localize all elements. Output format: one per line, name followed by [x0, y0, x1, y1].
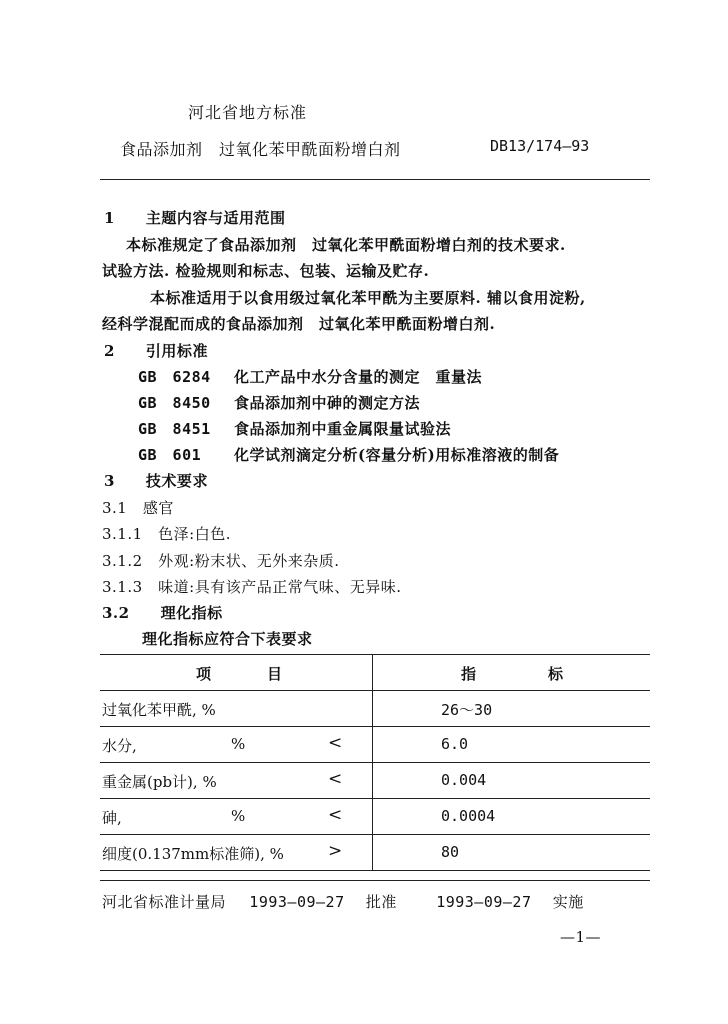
- footer-effective-date: 1993—09—27: [436, 893, 532, 911]
- ref-3: [138, 418, 451, 439]
- row-operator: <: [328, 805, 343, 825]
- footer-approve-label: 批准: [365, 893, 397, 911]
- row-name: 过氧化苯甲酰, %: [102, 701, 216, 719]
- table-row: [100, 727, 650, 763]
- row-name: 砷,: [102, 809, 122, 827]
- ref-1: [138, 366, 482, 387]
- row-name: 水分,: [102, 737, 137, 755]
- section-1-para1-line2: 试验方法. 检验规则和标志、包装、运输及贮存.: [102, 262, 430, 280]
- ref-code: GB 8450: [138, 394, 211, 412]
- ref-code: GB 6284: [138, 368, 211, 386]
- table-row: [100, 835, 650, 871]
- spec-table: [100, 654, 650, 871]
- doc-title: 食品添加剂 过氧化苯甲酰面粉增白剂: [120, 140, 401, 159]
- header-value: 指标: [461, 665, 636, 683]
- section-3-1-1: 3.1.1 色泽:白色.: [102, 525, 231, 543]
- footer-issuer: 河北省标准计量局: [102, 893, 227, 911]
- table-row: [100, 691, 650, 727]
- section-1-para1-line1: 本标准规定了食品添加剂 过氧化苯甲酰面粉增白剂的技术要求.: [126, 236, 566, 254]
- ref-title: 化工产品中水分含量的测定 重量法: [234, 368, 483, 386]
- footer-divider: [100, 880, 650, 881]
- footer-approve-date: 1993—09—27: [249, 893, 345, 911]
- footer-line: [102, 891, 584, 912]
- table-row: [100, 763, 650, 799]
- ref-title: 食品添加剂中重金属限量试验法: [234, 420, 452, 438]
- header-item: 项目: [196, 665, 339, 683]
- row-operator: <: [328, 733, 343, 753]
- publisher-line: 河北省地方标准: [188, 103, 308, 122]
- section-1-para2-line1: 本标准适用于以食用级过氧化苯甲酰为主要原料. 辅以食用淀粉,: [150, 289, 586, 307]
- table-header-row: [100, 655, 650, 691]
- ref-title: 化学试剂滴定分析(容量分析)用标准溶液的制备: [234, 446, 560, 464]
- ref-title: 食品添加剂中砷的测定方法: [234, 394, 421, 412]
- row-operator: <: [328, 769, 343, 789]
- section-2-heading: 2 引用标准: [104, 342, 208, 360]
- table-row: [100, 799, 650, 835]
- row-value: 0.0004: [441, 807, 496, 825]
- ref-4: [138, 444, 559, 465]
- section-3-1-2: 3.1.2 外观:粉末状、无外来杂质.: [102, 552, 340, 570]
- section-3-1-3: 3.1.3 味道:具有该产品正常气味、无异味.: [102, 578, 402, 596]
- ref-2: [138, 392, 420, 413]
- row-name: 重金属(pb计), %: [102, 773, 217, 791]
- ref-code: GB 8451: [138, 420, 211, 438]
- row-operator: >: [328, 841, 343, 861]
- section-1-heading: 1 主题内容与适用范围: [104, 209, 286, 227]
- section-1-para2-line2: 经科学混配而成的食品添加剂 过氧化苯甲酰面粉增白剂.: [102, 315, 496, 333]
- doc-code: DB13/174—93: [490, 137, 590, 155]
- row-name: 细度(0.137mm标准筛), %: [102, 845, 284, 863]
- page-number: —1—: [560, 928, 602, 946]
- row-value: 80: [441, 843, 460, 861]
- row-value: 6.0: [441, 735, 469, 753]
- footer-effective-label: 实施: [552, 893, 584, 911]
- section-3-2-intro: 理化指标应符合下表要求: [142, 630, 313, 648]
- row-value: 26～30: [441, 701, 493, 719]
- section-3-heading: 3 技术要求: [104, 472, 208, 490]
- ref-code: GB 601: [138, 446, 202, 464]
- section-3-1-heading: 3.1 感官: [102, 499, 174, 517]
- section-3-2-heading: 3.2 理化指标: [102, 604, 223, 622]
- row-unit: %: [231, 807, 246, 825]
- header-divider: [100, 179, 650, 180]
- row-value: 0.004: [441, 771, 487, 789]
- row-unit: %: [231, 735, 246, 753]
